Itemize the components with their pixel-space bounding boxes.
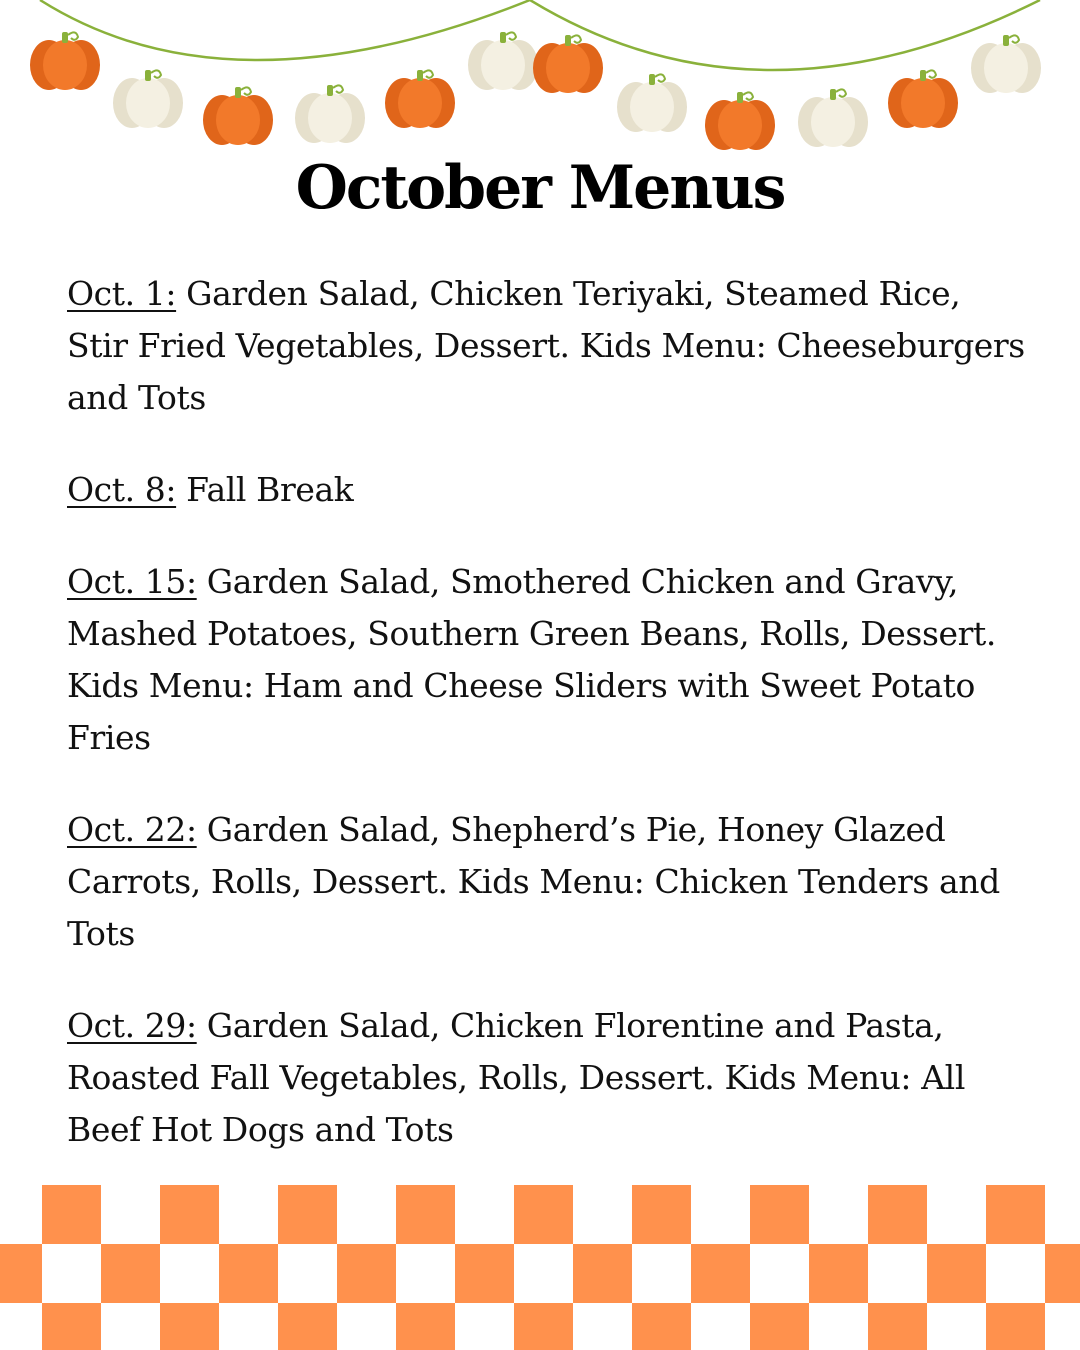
white-pumpkin-icon [971,35,1041,93]
menu-item-oct-15 [67,556,1027,764]
white-pumpkin-icon [798,89,868,147]
orange-pumpkin-icon [705,92,775,150]
checker-square [219,1244,278,1303]
menu-description: Garden Salad, Shepherd’s Pie, Honey Glazed Carrots, Rolls, Dessert. Kids Menu: Chicken Tenders and Tots [67,810,1000,953]
checker-square [691,1244,750,1303]
checker-square [0,1244,42,1303]
orange-pumpkin-icon [203,87,273,145]
white-pumpkin-icon [113,70,183,128]
checker-square [1045,1244,1080,1303]
menu-date: Oct. 29: [67,1006,197,1045]
checker-square [278,1185,337,1244]
checkerboard-border [0,1185,1080,1350]
checker-square [160,1185,219,1244]
checker-square [868,1303,927,1350]
menu-item-oct-8 [67,464,1027,516]
checker-square [278,1303,337,1350]
orange-pumpkin-icon [888,70,958,128]
white-pumpkin-icon [295,85,365,143]
checker-square [632,1303,691,1350]
checker-square [160,1303,219,1350]
menu-item-oct-1 [67,268,1027,424]
checker-square [396,1185,455,1244]
checker-square [868,1185,927,1244]
white-pumpkin-icon [617,74,687,132]
menu-description: Fall Break [176,470,354,509]
checker-square [986,1303,1045,1350]
white-pumpkin-icon [468,32,538,90]
checker-square [455,1244,514,1303]
menu-item-oct-22 [67,804,1027,960]
menu-date: Oct. 1: [67,274,177,313]
checker-square [750,1303,809,1350]
checker-square [514,1185,573,1244]
menu-item-oct-29 [67,1000,1027,1156]
menu-description: Garden Salad, Smothered Chicken and Gravy, Mashed Potatoes, Southern Green Beans, Rolls, Dessert. Kids Menu: Ham and Cheese Sliders with Sweet Potato Fries [67,562,996,757]
checker-square [927,1244,986,1303]
pumpkin-garland [0,0,1080,160]
checker-square [750,1185,809,1244]
orange-pumpkin-icon [533,35,603,93]
checker-square [632,1185,691,1244]
checker-square [42,1185,101,1244]
garland-vine [40,0,530,60]
menu-date: Oct. 22: [67,810,197,849]
checker-square [101,1244,160,1303]
checker-square [514,1303,573,1350]
checker-square [337,1244,396,1303]
menu-list [67,268,1027,1196]
checker-square [986,1185,1045,1244]
checker-square [573,1244,632,1303]
checker-square [809,1244,868,1303]
orange-pumpkin-icon [30,32,100,90]
menu-description: Garden Salad, Chicken Florentine and Pasta, Roasted Fall Vegetables, Rolls, Dessert. Kids Menu: All Beef Hot Dogs and Tots [67,1006,965,1149]
checker-square [396,1303,455,1350]
garland-vine [530,0,1040,70]
menu-date: Oct. 8: [67,470,177,509]
page-title: October Menus [295,153,785,223]
menu-description: Garden Salad, Chicken Teriyaki, Steamed Rice, Stir Fried Vegetables, Dessert. Kids Menu: Cheeseburgers and Tots [67,274,1025,417]
checker-square [42,1303,101,1350]
orange-pumpkin-icon [385,70,455,128]
menu-date: Oct. 15: [67,562,197,601]
